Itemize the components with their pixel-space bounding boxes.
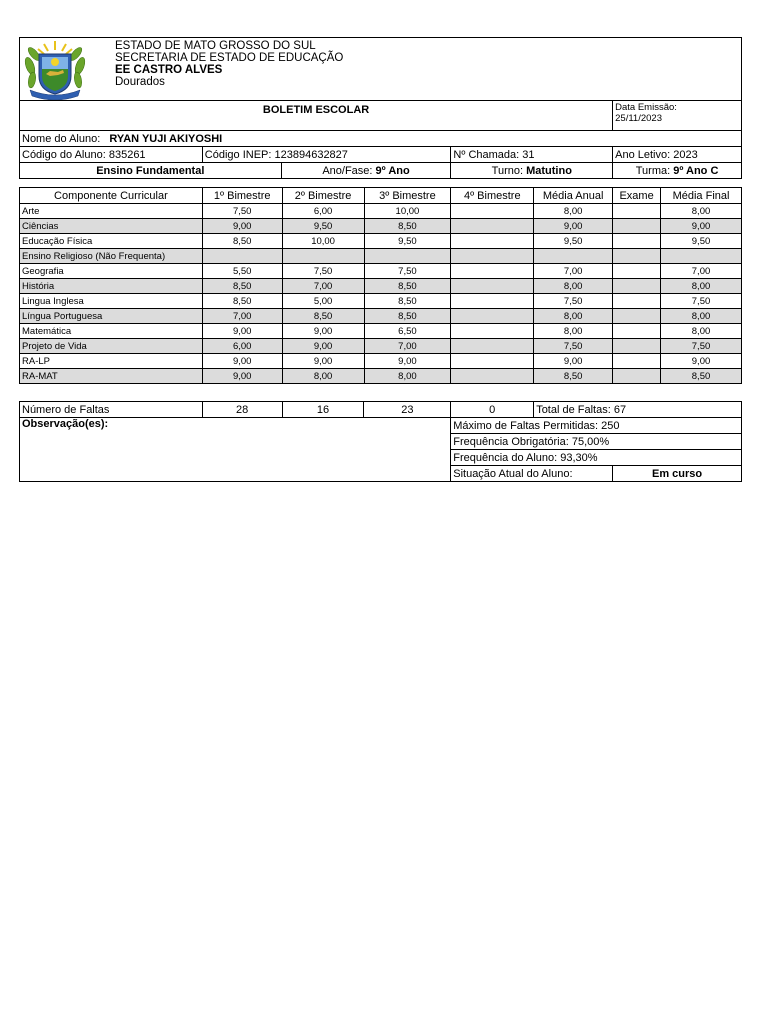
school-name: EE CASTRO ALVES [115, 64, 223, 76]
grade-cell: 7,00 [282, 279, 364, 294]
grade-cell: 7,00 [364, 339, 451, 354]
grade-cell: 6,50 [364, 324, 451, 339]
emission-date-label: Data Emissão: [615, 102, 677, 113]
grade-cell: 8,00 [534, 204, 613, 219]
grade-cell: 8,50 [661, 369, 742, 384]
grade-cell [451, 294, 534, 309]
max-absences: Máximo de Faltas Permitidas: 250 [451, 418, 742, 434]
class-label: Turma: [635, 164, 671, 177]
grade-cell: 9,00 [364, 354, 451, 369]
grade-cell: 9,00 [202, 369, 282, 384]
grade-cell [202, 249, 282, 264]
grade-cell: 8,00 [661, 204, 742, 219]
grade-cell [451, 219, 534, 234]
grade-cell [534, 249, 613, 264]
grade-cell: 7,00 [202, 309, 282, 324]
subject-name: Língua Portuguesa [20, 309, 203, 324]
grade-cell [451, 234, 534, 249]
grades-row [20, 294, 742, 309]
grade-cell: 8,00 [534, 324, 613, 339]
grades-row [20, 324, 742, 339]
status-value: Em curso [613, 466, 742, 482]
student-name: RYAN YUJI AKIYOSHI [109, 132, 223, 145]
grade-cell [613, 309, 661, 324]
absences-b1: 28 [202, 402, 282, 418]
attendance-table [19, 401, 742, 482]
required-attendance: Frequência Obrigatória: 75,00% [451, 434, 742, 450]
grades-row [20, 234, 742, 249]
grades-row [20, 279, 742, 294]
emission-date-cell [613, 101, 742, 131]
absences-b2: 16 [282, 402, 364, 418]
grade-cell: 7,50 [661, 294, 742, 309]
grade-cell: 9,00 [202, 354, 282, 369]
grade-cell: 8,50 [364, 294, 451, 309]
document-header [19, 37, 742, 101]
grade-cell: 8,50 [282, 309, 364, 324]
grade-cell: 9,00 [534, 219, 613, 234]
student-code: Código do Aluno: 835261 [20, 147, 203, 163]
grade-cell [613, 369, 661, 384]
grades-header-cell: 1º Bimestre [202, 188, 282, 204]
grade-cell: 10,00 [364, 204, 451, 219]
grade-cell: 9,00 [282, 324, 364, 339]
grade-cell: 5,00 [282, 294, 364, 309]
grades-row [20, 249, 742, 264]
report-title: BOLETIM ESCOLAR [20, 101, 613, 131]
grade-cell [451, 309, 534, 324]
grade-cell [451, 264, 534, 279]
status-label: Situação Atual do Aluno: [451, 466, 613, 482]
grade-cell: 9,00 [661, 219, 742, 234]
subject-name: História [20, 279, 203, 294]
grades-table [19, 187, 742, 384]
grade-cell [613, 204, 661, 219]
class-value: 9º Ano C [673, 164, 719, 177]
grade-level-label: Ano/Fase: [322, 164, 373, 177]
grade-cell [613, 354, 661, 369]
grade-cell: 8,50 [534, 369, 613, 384]
grade-cell [613, 279, 661, 294]
absences-b3: 23 [364, 402, 451, 418]
city-name: Dourados [115, 76, 165, 88]
state-name: ESTADO DE MATO GROSSO DO SUL [115, 40, 316, 52]
grade-cell: 8,50 [202, 234, 282, 249]
state-coat-of-arms-icon [22, 38, 88, 100]
subject-name: Arte [20, 204, 203, 219]
grade-cell [364, 249, 451, 264]
grade-level-cell [281, 163, 451, 179]
grades-header-cell: 4º Bimestre [451, 188, 534, 204]
grade-cell: 5,50 [202, 264, 282, 279]
grade-cell [613, 264, 661, 279]
grade-cell [451, 339, 534, 354]
grade-cell: 8,50 [364, 279, 451, 294]
grade-cell: 8,00 [364, 369, 451, 384]
absences-label: Número de Faltas [20, 402, 203, 418]
secretariat-name: SECRETARIA DE ESTADO DE EDUCAÇÃO [115, 52, 344, 64]
subject-name: RA-LP [20, 354, 203, 369]
subject-name: Projeto de Vida [20, 339, 203, 354]
subject-name: Ciências [20, 219, 203, 234]
grade-cell: 9,00 [282, 354, 364, 369]
grade-cell: 10,00 [282, 234, 364, 249]
subject-name: Lingua Inglesa [20, 294, 203, 309]
grades-row [20, 354, 742, 369]
grades-row [20, 309, 742, 324]
grade-cell [661, 249, 742, 264]
school-year: Ano Letivo: 2023 [613, 147, 742, 163]
education-level: Ensino Fundamental [20, 163, 282, 179]
subject-name: Educação Física [20, 234, 203, 249]
absences-total: Total de Faltas: 67 [534, 402, 742, 418]
grade-cell: 9,00 [534, 354, 613, 369]
grade-cell [613, 294, 661, 309]
roll-number: Nº Chamada: 31 [451, 147, 613, 163]
grade-cell: 7,50 [534, 339, 613, 354]
grade-cell [613, 234, 661, 249]
grade-cell: 7,50 [534, 294, 613, 309]
grade-cell: 9,50 [364, 234, 451, 249]
emission-date-value: 25/11/2023 [615, 112, 662, 124]
grade-cell: 8,00 [661, 279, 742, 294]
grades-header-row [20, 188, 742, 204]
student-name-label: Nome do Aluno: [22, 132, 101, 145]
grade-cell: 8,50 [202, 294, 282, 309]
grade-cell [282, 249, 364, 264]
grade-cell [451, 204, 534, 219]
grades-header-cell: Média Final [661, 188, 742, 204]
grade-cell: 7,00 [534, 264, 613, 279]
absences-b4: 0 [451, 402, 534, 418]
grade-cell: 7,50 [282, 264, 364, 279]
grades-header-cell: Componente Curricular [20, 188, 203, 204]
inep-code: Código INEP: 123894632827 [202, 147, 451, 163]
grade-cell [613, 324, 661, 339]
grade-cell [613, 249, 661, 264]
grade-cell: 9,00 [661, 354, 742, 369]
grade-cell: 9,50 [534, 234, 613, 249]
grades-row [20, 264, 742, 279]
grade-cell [613, 339, 661, 354]
grade-cell: 6,00 [282, 204, 364, 219]
grade-cell: 6,00 [202, 339, 282, 354]
grade-cell [613, 219, 661, 234]
grade-cell [451, 324, 534, 339]
shift-value: Matutino [526, 164, 572, 177]
grade-cell: 7,50 [661, 339, 742, 354]
grade-cell: 7,50 [364, 264, 451, 279]
grade-cell: 9,50 [282, 219, 364, 234]
grades-header-cell: 2º Bimestre [282, 188, 364, 204]
subject-name: Ensino Religioso (Não Frequenta) [20, 249, 203, 264]
grade-level-value: 9º Ano [375, 164, 410, 177]
student-name-cell [20, 131, 742, 147]
grade-cell [451, 249, 534, 264]
grades-header-cell: Exame [613, 188, 661, 204]
subject-name: Geografia [20, 264, 203, 279]
grade-cell: 7,00 [661, 264, 742, 279]
grades-row [20, 204, 742, 219]
grade-cell: 8,50 [364, 309, 451, 324]
grade-cell: 8,00 [534, 279, 613, 294]
grade-cell: 8,00 [661, 309, 742, 324]
student-info-table [19, 100, 742, 179]
grades-header-cell: Média Anual [534, 188, 613, 204]
grade-cell: 9,00 [202, 324, 282, 339]
observations-label: Observação(es): [20, 418, 451, 482]
grade-cell: 8,00 [661, 324, 742, 339]
grades-header-cell: 3º Bimestre [364, 188, 451, 204]
grade-cell: 8,50 [364, 219, 451, 234]
grades-row [20, 339, 742, 354]
shift-cell [451, 163, 613, 179]
grades-row [20, 369, 742, 384]
subject-name: Matemática [20, 324, 203, 339]
grade-cell: 9,00 [202, 219, 282, 234]
subject-name: RA-MAT [20, 369, 203, 384]
grade-cell: 8,50 [202, 279, 282, 294]
class-cell [613, 163, 742, 179]
grade-cell: 8,00 [534, 309, 613, 324]
grade-cell [451, 354, 534, 369]
student-attendance: Frequência do Aluno: 93,30% [451, 450, 742, 466]
grade-cell: 7,50 [202, 204, 282, 219]
shift-label: Turno: [491, 164, 524, 177]
grade-cell: 9,00 [282, 339, 364, 354]
grade-cell [451, 279, 534, 294]
grades-row [20, 219, 742, 234]
grade-cell: 8,00 [282, 369, 364, 384]
grade-cell [451, 369, 534, 384]
grade-cell: 9,50 [661, 234, 742, 249]
